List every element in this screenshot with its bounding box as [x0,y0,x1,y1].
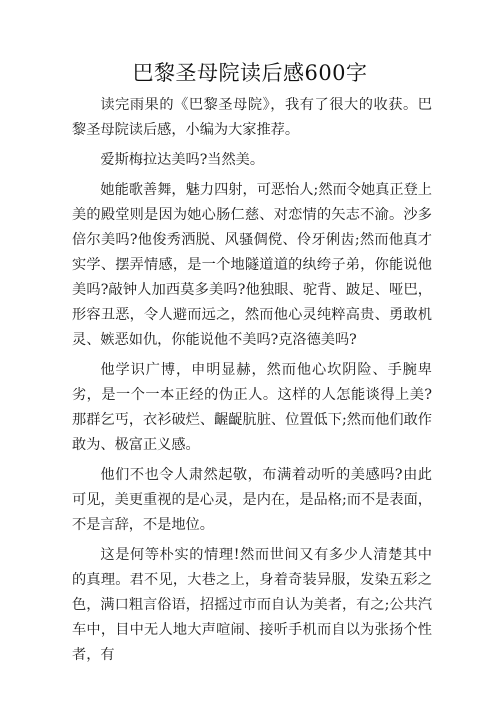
paragraph: 他学识广博，申明显赫，然而他心坎阴险、手腕卑劣，是一个一本正经的伪正人。这样的人怎能谈得上美?那群乞丐，衣衫破烂、齷齪肮脏、位置低下;然而他们敢作敢为、极富正义感。 [72,362,432,453]
paragraph: 他们不也令人肃然起敬，布满着动听的美感吗?由此可见，美更重视的是心灵，是内在，是品格;而不是表面，不是言辞，不是地位。 [72,467,432,533]
document-title: 巴黎圣母院读后感600字 [132,61,368,85]
paragraph: 她能歌善舞，魅力四射，可恶怡人;然而令她真正登上美的殿堂则是因为她心肠仁慈、对恋情的矢志不渝。沙多倍尔美吗?他俊秀洒脱、风骚倜傥、伶牙俐齿;然而他真才实学、摆弄情感，是一个地隧道道的纨绔子弟，你能说他美吗?敲钟人加西莫多美吗?他独眼、驼背、跛足、哑巴，形容丑恶，令人避而远之，然而他心灵纯粹高贵、勇敢机灵、嫉恶如仇，你能说他不美吗?克洛德美吗? [72,182,432,348]
paragraph: 读完雨果的《巴黎圣母院》，我有了很大的收获。巴黎圣母院读后感，小编为大家推荐。 [72,97,432,138]
paragraph: 这是何等朴实的情理!然而世间又有多少人清楚其中的真理。君不见，大巷之上，身着奇装异服，发染五彩之色，满口粗言俗语，招摇过市而自认为美者，有之;公共汽车中，目中无人地大声喧闹、接听手机而自以为张扬个性者，有 [72,547,432,663]
document-body [72,93,432,673]
paragraph: 爱斯梅拉达美吗?当然美。 [100,152,265,168]
